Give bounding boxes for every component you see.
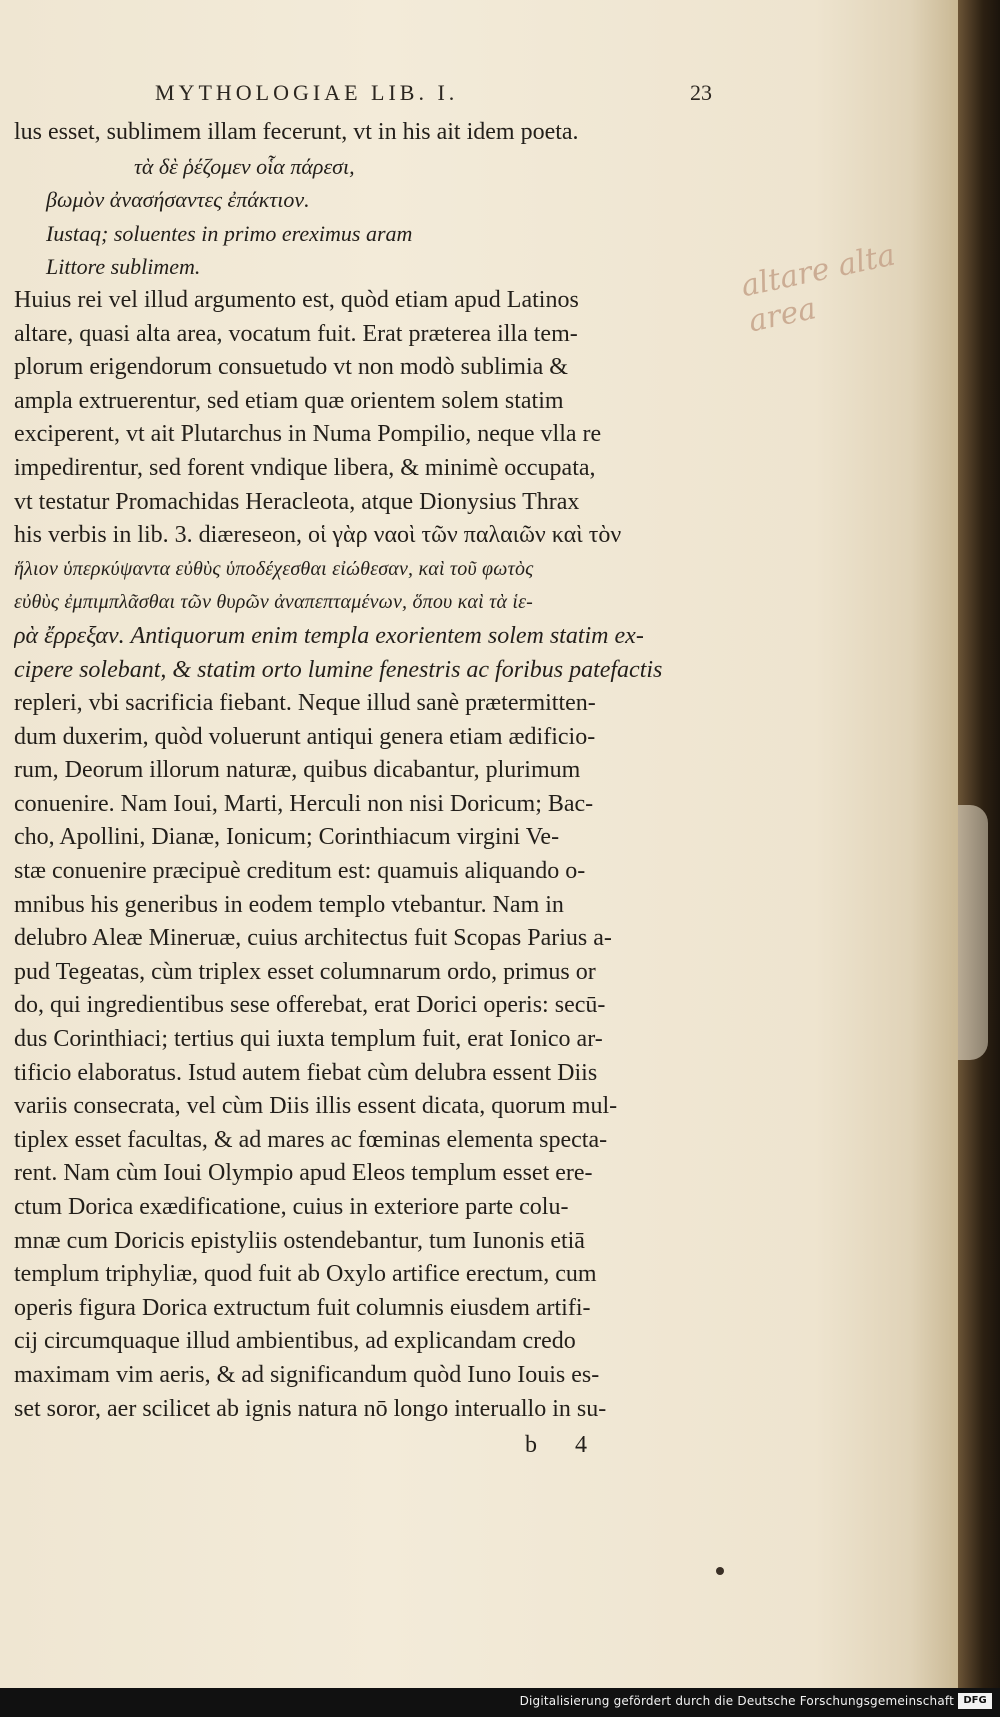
text-line: operis figura Dorica extructum fuit columnis eiusdem artifi- [14, 1294, 591, 1321]
text-line: Huius rei vel illud argumento est, quòd etiam apud Latinos [14, 286, 579, 313]
text-line: do, qui ingredientibus sese offerebat, erat Dorici operis: secū- [14, 992, 606, 1019]
text-line: conuenire. Nam Ioui, Marti, Herculi non nisi Doricum; Bac- [14, 790, 594, 817]
digitization-credit: Digitalisierung gefördert durch die Deutsche Forschungsgemeinschaft [519, 1694, 954, 1708]
text-block [14, 116, 726, 1426]
text-line: tificio elaboratus. Istud autem fiebat cùm delubra essent Diis [14, 1059, 598, 1086]
page-clip [958, 805, 988, 1060]
folio-number: 23 [690, 80, 712, 105]
text-line: ctum Dorica exædificatione, cuius in exteriore parte colu- [14, 1194, 569, 1220]
text-line: ρὰ ἔρρεξαν. Antiquorum enim templa exorientem solem statim ex- [14, 622, 644, 649]
text-line: βωμὸν ἀνασήσαντες ἐπάκτιον. [46, 187, 310, 213]
text-line: tiplex esset facultas, & ad mares ac fœminas elementa specta- [14, 1126, 608, 1153]
text-line: impedirentur, sed forent vndique libera, & minimè occupata, [14, 454, 596, 481]
text-line: plorum erigendorum consuetudo vt non modò sublimia & [14, 354, 568, 381]
text-line: cij circumquaque illud ambientibus, ad explicandam credo [14, 1328, 576, 1355]
text-line: cipere solebant, & statim orto lumine fenestris ac foribus patefactis [14, 656, 663, 683]
text-line: Iustaq; soluentes in primo ereximus aram [46, 220, 413, 246]
marginal-note: altare alta area [738, 237, 899, 340]
text-line: maximam vim aeris, & ad significandum quòd Iuno Iouis es- [14, 1361, 600, 1388]
text-line: stæ conuenire præcipuè creditum est: quamuis aliquando o- [14, 858, 586, 885]
text-line: set soror, aer scilicet ab ignis natura nō longo interuallo in su- [14, 1395, 607, 1422]
running-title: MYTHOLOGIAE LIB. I. [155, 80, 459, 105]
dfg-logo: DFG [958, 1693, 992, 1709]
text-line: repleri, vbi sacrificia fiebant. Neque illud sanè prætermitten- [14, 690, 596, 717]
text-line: templum triphyliæ, quod fuit ab Oxylo artifice erectum, cum [14, 1261, 597, 1288]
text-line: τὰ δὲ ῥέζομεν οἷα πάρεσι, [134, 153, 355, 179]
text-line: ampla extruerentur, sed etiam quæ orientem solem statim [14, 387, 564, 414]
text-line: rent. Nam cùm Ioui Olympio apud Eleos templum esset ere- [14, 1160, 593, 1187]
signature-mark: b 4 [525, 1432, 603, 1458]
text-line: dum duxerim, quòd voluerunt antiqui genera etiam ædificio- [14, 723, 596, 750]
text-line: pud Tegeatas, cùm triplex esset columnarum ordo, primus or [14, 958, 596, 985]
ink-dot [716, 1567, 724, 1575]
text-line: ἥλιον ὑπερκύψαντα εὐθὺς ὑποδέχεσθαι εἰώθεσαν, καὶ τοῦ φωτὸς [14, 557, 534, 580]
text-line: mnæ cum Doricis epistyliis ostendebantur, tum Iunonis etiā [14, 1227, 585, 1254]
text-line: rum, Deorum illorum naturæ, quibus dicabantur, plurimum [14, 757, 581, 784]
text-line: Littore sublimem. [46, 254, 201, 280]
text-line: dus Corinthiaci; tertius qui iuxta templum fuit, erat Ionico ar- [14, 1026, 603, 1053]
text-line: vt testatur Promachidas Heracleota, atque Dionysius Thrax [14, 488, 580, 515]
text-line: delubro Aleæ Mineruæ, cuius architectus fuit Scopas Parius a- [14, 925, 612, 952]
text-line: lus esset, sublimem illam fecerunt, vt in his ait idem poeta. [14, 119, 579, 145]
text-line: cho, Apollini, Dianæ, Ionicum; Corinthiacum virgini Ve- [14, 824, 560, 851]
text-line: mnibus his generibus in eodem templo vtebantur. Nam in [14, 891, 564, 918]
text-line: altare, quasi alta area, vocatum fuit. Erat præterea illa tem- [14, 320, 578, 347]
text-line: exciperent, vt ait Plutarchus in Numa Pompilio, neque vlla re [14, 421, 602, 448]
text-line: his verbis in lib. 3. diæreseon, οἱ γὰρ ναοὶ τῶν παλαιῶν καὶ τὸν [14, 522, 622, 549]
text-line: εὐθὺς ἐμπιμπλᾶσθαι τῶν θυρῶν ἀναπεπταμένων, ὅπου καὶ τὰ ἱε- [14, 591, 534, 614]
text-line: variis consecrata, vel cùm Diis illis essent dicata, quorum mul- [14, 1093, 618, 1120]
